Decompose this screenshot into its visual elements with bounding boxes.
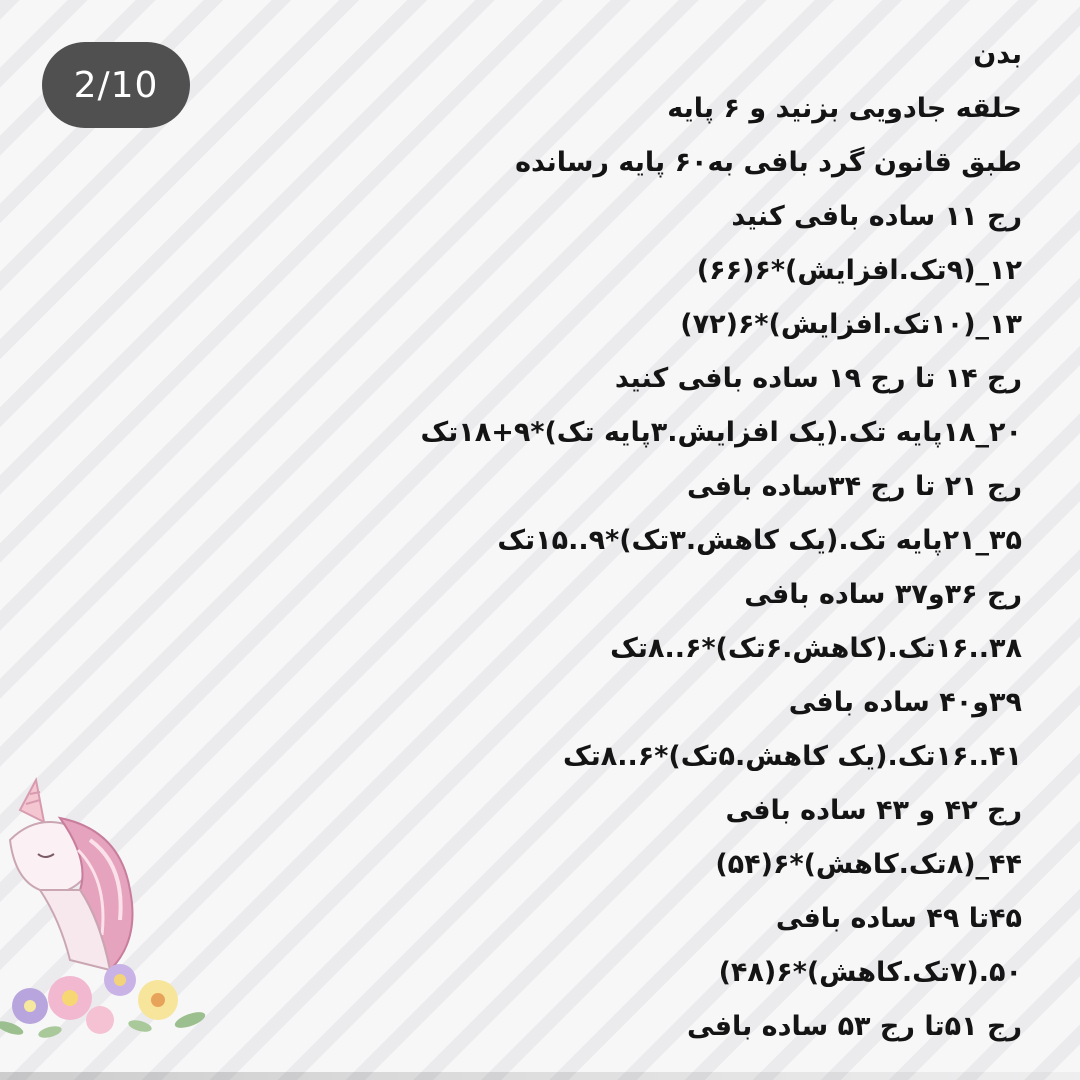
pattern-line: حلقه جادویی بزنید و ۶ پایه (667, 93, 1022, 124)
pattern-line: ۳۸..۱۶تک.(کاهش.۶تک)*۶..۸تک (610, 633, 1022, 664)
pattern-line: ۳۵_۲۱پایه تک.(یک کاهش.۳تک)*۹..۱۵تک (497, 525, 1022, 556)
bottom-edge-strip (0, 1072, 1080, 1080)
pattern-line: رج ۲۱ تا رج ۳۴ساده بافی (687, 471, 1022, 502)
pattern-line: رج ۴۲ و ۴۳ ساده بافی (725, 795, 1022, 826)
pattern-line: ۴۵تا ۴۹ ساده بافی (775, 903, 1022, 934)
pattern-line: رج ۵۱تا رج ۵۳ ساده بافی (687, 1011, 1022, 1042)
page-counter-text: 2/10 (73, 64, 159, 106)
pattern-text-block (302, 28, 1022, 1054)
pattern-line: رج ۱۱ ساده بافی کنید (731, 201, 1022, 232)
pattern-line: ۵۰.(۷تک.کاهش)*۶(۴۸) (718, 957, 1022, 988)
pattern-line: بدن (973, 39, 1022, 70)
pattern-line: ۴۴_(۸تک.کاهش)*۶(۵۴) (715, 849, 1022, 880)
pattern-line: رج ۱۴ تا رج ۱۹ ساده بافی کنید (614, 363, 1022, 394)
pattern-line: ۴۱..۱۶تک.(یک کاهش.۵تک)*۶..۸تک (562, 741, 1022, 772)
pattern-line: طبق قانون گرد بافی به۶۰ پایه رسانده (515, 147, 1022, 178)
pattern-line: ۱۳_(۱۰تک.افزایش)*۶(۷۲) (680, 309, 1022, 340)
unicorn-flower-illustration-icon (0, 770, 210, 1040)
pattern-line: ۱۲_(۹تک.افزایش)*۶(۶۶) (696, 255, 1022, 286)
pattern-line: ۲۰_۱۸پایه تک.(یک افزایش.۳پایه تک)*۹+۱۸تک (420, 417, 1022, 448)
page-counter-badge (42, 42, 190, 128)
pattern-line: ۳۹و۴۰ ساده بافی (788, 687, 1022, 718)
pattern-line: رج ۳۶و۳۷ ساده بافی (744, 579, 1022, 610)
